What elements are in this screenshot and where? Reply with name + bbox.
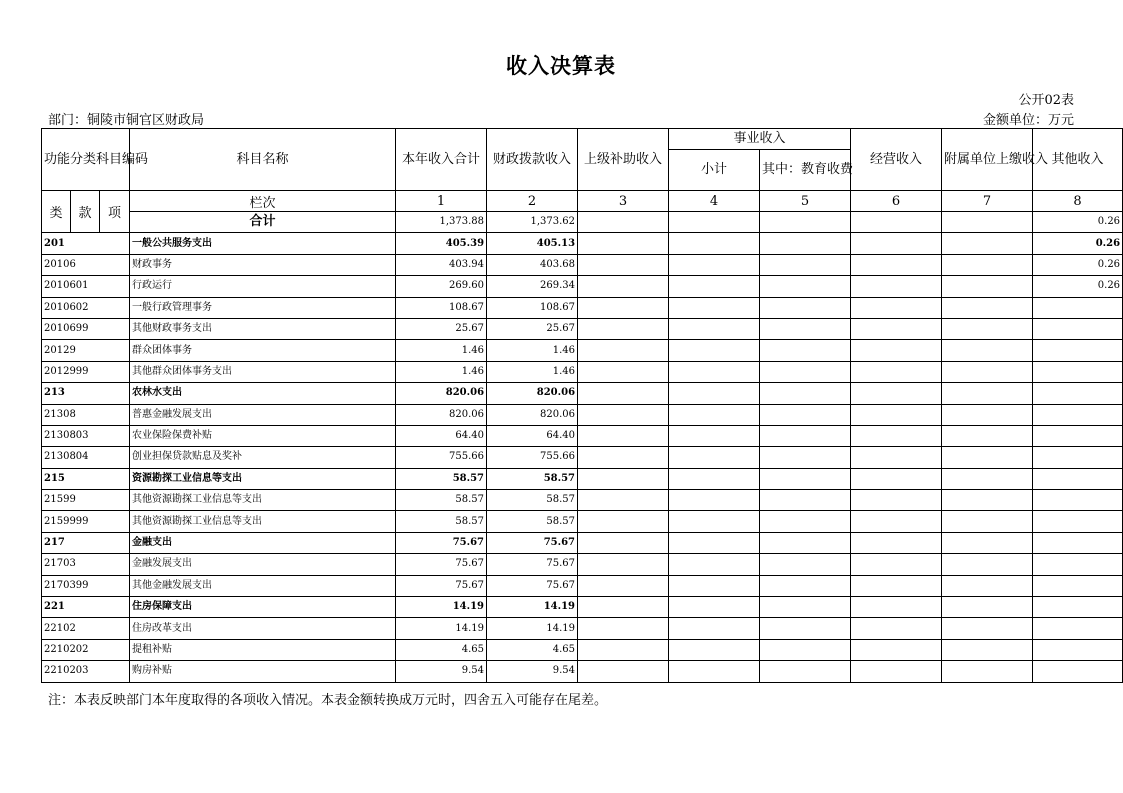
row-business-subtotal bbox=[669, 554, 760, 575]
row-other-income bbox=[1033, 340, 1123, 361]
row-business-subtotal bbox=[669, 490, 760, 511]
row-business-subtotal bbox=[669, 233, 760, 254]
row-operating-income bbox=[851, 425, 942, 446]
row-subject-name: 群众团体事务 bbox=[130, 340, 396, 361]
row-education-fee bbox=[760, 340, 851, 361]
table-row bbox=[42, 404, 1123, 425]
row-fiscal-allocation: 820.06 bbox=[487, 404, 578, 425]
row-affiliated-income bbox=[942, 661, 1033, 682]
row-subject-name: 住房改革支出 bbox=[130, 618, 396, 639]
row-business-subtotal bbox=[669, 383, 760, 404]
row-superior-subsidy bbox=[578, 383, 669, 404]
row-fiscal-allocation: 14.19 bbox=[487, 597, 578, 618]
row-affiliated-income bbox=[942, 490, 1033, 511]
table-row bbox=[42, 425, 1123, 446]
row-total-income: 75.67 bbox=[396, 575, 487, 596]
row-subject-name: 提租补贴 bbox=[130, 639, 396, 660]
row-code: 217 bbox=[42, 532, 130, 553]
row-other-income bbox=[1033, 490, 1123, 511]
row-total-income: 1.46 bbox=[396, 340, 487, 361]
table-row bbox=[42, 254, 1123, 275]
seq-number: 3 bbox=[578, 191, 669, 212]
total-other-value: 0.26 bbox=[1033, 212, 1123, 233]
total-affiliated-value bbox=[942, 212, 1033, 233]
row-fiscal-allocation: 75.67 bbox=[487, 554, 578, 575]
row-code: 21599 bbox=[42, 490, 130, 511]
row-affiliated-income bbox=[942, 233, 1033, 254]
row-code: 2130803 bbox=[42, 425, 130, 446]
row-affiliated-income bbox=[942, 254, 1033, 275]
row-total-income: 75.67 bbox=[396, 532, 487, 553]
row-operating-income bbox=[851, 532, 942, 553]
footnote: 注：本表反映部门本年度取得的各项收入情况。本表金额转换成万元时，四舍五入可能存在尾差。 bbox=[48, 693, 608, 708]
row-fiscal-allocation: 269.34 bbox=[487, 276, 578, 297]
row-code: 2010601 bbox=[42, 276, 130, 297]
row-total-income: 14.19 bbox=[396, 618, 487, 639]
row-total-income: 58.57 bbox=[396, 468, 487, 489]
total-edu-value bbox=[760, 212, 851, 233]
row-subject-name: 金融发展支出 bbox=[130, 554, 396, 575]
seq-number: 8 bbox=[1033, 191, 1123, 212]
row-code: 2010699 bbox=[42, 318, 130, 339]
row-total-income: 58.57 bbox=[396, 511, 487, 532]
row-operating-income bbox=[851, 661, 942, 682]
table-row bbox=[42, 661, 1123, 682]
row-superior-subsidy bbox=[578, 575, 669, 596]
row-other-income bbox=[1033, 661, 1123, 682]
table-row bbox=[42, 639, 1123, 660]
row-code: 2170399 bbox=[42, 575, 130, 596]
row-superior-subsidy bbox=[578, 318, 669, 339]
row-affiliated-income bbox=[942, 618, 1033, 639]
row-affiliated-income bbox=[942, 361, 1033, 382]
row-fiscal-allocation: 58.57 bbox=[487, 511, 578, 532]
row-business-subtotal bbox=[669, 511, 760, 532]
row-education-fee bbox=[760, 425, 851, 446]
income-table bbox=[41, 128, 1123, 683]
row-subject-name: 资源勘探工业信息等支出 bbox=[130, 468, 396, 489]
table-row bbox=[42, 532, 1123, 553]
header-fiscal-allocation: 财政拨款收入 bbox=[487, 129, 578, 191]
row-other-income bbox=[1033, 532, 1123, 553]
row-code: 2210202 bbox=[42, 639, 130, 660]
row-fiscal-allocation: 820.06 bbox=[487, 383, 578, 404]
table-row bbox=[42, 511, 1123, 532]
row-code: 2010602 bbox=[42, 297, 130, 318]
row-affiliated-income bbox=[942, 404, 1033, 425]
row-other-income bbox=[1033, 554, 1123, 575]
row-subject-name: 农林水支出 bbox=[130, 383, 396, 404]
row-education-fee bbox=[760, 447, 851, 468]
row-total-income: 14.19 bbox=[396, 597, 487, 618]
table-row bbox=[42, 554, 1123, 575]
row-education-fee bbox=[760, 532, 851, 553]
row-business-subtotal bbox=[669, 425, 760, 446]
row-total-income: 755.66 bbox=[396, 447, 487, 468]
header-education-fee: 其中：教育收费 bbox=[760, 150, 851, 191]
row-total-income: 108.67 bbox=[396, 297, 487, 318]
row-operating-income bbox=[851, 318, 942, 339]
row-education-fee bbox=[760, 468, 851, 489]
row-education-fee bbox=[760, 361, 851, 382]
row-operating-income bbox=[851, 254, 942, 275]
row-business-subtotal bbox=[669, 532, 760, 553]
row-business-subtotal bbox=[669, 404, 760, 425]
row-code: 2210203 bbox=[42, 661, 130, 682]
row-subject-name: 其他资源勘探工业信息等支出 bbox=[130, 511, 396, 532]
row-code: 2130804 bbox=[42, 447, 130, 468]
row-code: 21308 bbox=[42, 404, 130, 425]
seq-number: 5 bbox=[760, 191, 851, 212]
seq-number: 1 bbox=[396, 191, 487, 212]
row-superior-subsidy bbox=[578, 661, 669, 682]
row-operating-income bbox=[851, 468, 942, 489]
row-fiscal-allocation: 405.13 bbox=[487, 233, 578, 254]
row-fiscal-allocation: 75.67 bbox=[487, 575, 578, 596]
row-subject-name: 财政事务 bbox=[130, 254, 396, 275]
row-other-income bbox=[1033, 361, 1123, 382]
row-other-income: 0.26 bbox=[1033, 254, 1123, 275]
row-operating-income bbox=[851, 340, 942, 361]
header-seq-label: 栏次 bbox=[130, 191, 396, 212]
row-superior-subsidy bbox=[578, 468, 669, 489]
row-other-income bbox=[1033, 575, 1123, 596]
header-operating-income: 经营收入 bbox=[851, 129, 942, 191]
header-total-income: 本年收入合计 bbox=[396, 129, 487, 191]
form-number: 公开02表 bbox=[1018, 93, 1074, 108]
row-superior-subsidy bbox=[578, 425, 669, 446]
row-operating-income bbox=[851, 511, 942, 532]
table-row bbox=[42, 233, 1123, 254]
row-superior-subsidy bbox=[578, 233, 669, 254]
row-code: 215 bbox=[42, 468, 130, 489]
row-code: 20106 bbox=[42, 254, 130, 275]
seq-number: 4 bbox=[669, 191, 760, 212]
row-operating-income bbox=[851, 361, 942, 382]
total-label: 合计 bbox=[130, 212, 396, 233]
page-title: 收入决算表 bbox=[506, 54, 616, 78]
row-business-subtotal bbox=[669, 468, 760, 489]
row-total-income: 269.60 bbox=[396, 276, 487, 297]
row-education-fee bbox=[760, 597, 851, 618]
row-total-income: 58.57 bbox=[396, 490, 487, 511]
row-business-subtotal bbox=[669, 276, 760, 297]
row-code: 2159999 bbox=[42, 511, 130, 532]
row-other-income bbox=[1033, 297, 1123, 318]
row-total-income: 4.65 bbox=[396, 639, 487, 660]
row-subject-name: 购房补贴 bbox=[130, 661, 396, 682]
row-subject-name: 其他资源勘探工业信息等支出 bbox=[130, 490, 396, 511]
row-other-income bbox=[1033, 425, 1123, 446]
header-lei: 类 bbox=[42, 191, 71, 233]
row-fiscal-allocation: 1.46 bbox=[487, 340, 578, 361]
amount-unit-label: 金额单位：万元 bbox=[982, 113, 1074, 128]
row-operating-income bbox=[851, 297, 942, 318]
table-row bbox=[42, 340, 1123, 361]
row-superior-subsidy bbox=[578, 340, 669, 361]
total-operating-value bbox=[851, 212, 942, 233]
row-subject-name: 创业担保贷款贴息及奖补 bbox=[130, 447, 396, 468]
row-superior-subsidy bbox=[578, 361, 669, 382]
department-label: 部门：铜陵市铜官区财政局 bbox=[48, 113, 205, 128]
row-other-income bbox=[1033, 511, 1123, 532]
row-operating-income bbox=[851, 383, 942, 404]
table-row bbox=[42, 490, 1123, 511]
row-other-income bbox=[1033, 639, 1123, 660]
row-other-income bbox=[1033, 404, 1123, 425]
row-affiliated-income bbox=[942, 575, 1033, 596]
seq-number: 7 bbox=[942, 191, 1033, 212]
row-subject-name: 行政运行 bbox=[130, 276, 396, 297]
row-business-subtotal bbox=[669, 318, 760, 339]
row-affiliated-income bbox=[942, 639, 1033, 660]
row-code: 22102 bbox=[42, 618, 130, 639]
header-other-income: 其他收入 bbox=[1033, 129, 1123, 191]
row-education-fee bbox=[760, 254, 851, 275]
row-other-income bbox=[1033, 447, 1123, 468]
row-superior-subsidy bbox=[578, 639, 669, 660]
row-other-income: 0.26 bbox=[1033, 276, 1123, 297]
row-total-income: 64.40 bbox=[396, 425, 487, 446]
row-business-subtotal bbox=[669, 297, 760, 318]
row-business-subtotal bbox=[669, 340, 760, 361]
row-subject-name: 其他金融发展支出 bbox=[130, 575, 396, 596]
row-education-fee bbox=[760, 233, 851, 254]
row-affiliated-income bbox=[942, 597, 1033, 618]
row-operating-income bbox=[851, 554, 942, 575]
row-operating-income bbox=[851, 575, 942, 596]
row-business-subtotal bbox=[669, 447, 760, 468]
row-total-income: 1.46 bbox=[396, 361, 487, 382]
total-subtotal-value bbox=[669, 212, 760, 233]
row-other-income bbox=[1033, 468, 1123, 489]
header-subtotal: 小计 bbox=[669, 150, 760, 191]
row-superior-subsidy bbox=[578, 597, 669, 618]
row-education-fee bbox=[760, 639, 851, 660]
row-subject-name: 一般公共服务支出 bbox=[130, 233, 396, 254]
row-fiscal-allocation: 9.54 bbox=[487, 661, 578, 682]
row-affiliated-income bbox=[942, 383, 1033, 404]
row-affiliated-income bbox=[942, 532, 1033, 553]
row-total-income: 9.54 bbox=[396, 661, 487, 682]
row-total-income: 25.67 bbox=[396, 318, 487, 339]
row-business-subtotal bbox=[669, 639, 760, 660]
row-code: 213 bbox=[42, 383, 130, 404]
row-business-subtotal bbox=[669, 361, 760, 382]
row-business-subtotal bbox=[669, 254, 760, 275]
row-business-subtotal bbox=[669, 597, 760, 618]
row-affiliated-income bbox=[942, 276, 1033, 297]
table-row bbox=[42, 297, 1123, 318]
row-superior-subsidy bbox=[578, 511, 669, 532]
row-code: 221 bbox=[42, 597, 130, 618]
row-total-income: 405.39 bbox=[396, 233, 487, 254]
row-code: 20129 bbox=[42, 340, 130, 361]
row-superior-subsidy bbox=[578, 404, 669, 425]
header-business-income: 事业收入 bbox=[669, 129, 851, 150]
row-fiscal-allocation: 4.65 bbox=[487, 639, 578, 660]
row-fiscal-allocation: 14.19 bbox=[487, 618, 578, 639]
total-row bbox=[42, 212, 1123, 233]
row-other-income bbox=[1033, 618, 1123, 639]
table-row bbox=[42, 618, 1123, 639]
row-fiscal-allocation: 403.68 bbox=[487, 254, 578, 275]
row-operating-income bbox=[851, 490, 942, 511]
row-total-income: 820.06 bbox=[396, 383, 487, 404]
row-superior-subsidy bbox=[578, 254, 669, 275]
row-fiscal-allocation: 58.57 bbox=[487, 468, 578, 489]
table-row bbox=[42, 361, 1123, 382]
row-superior-subsidy bbox=[578, 276, 669, 297]
row-operating-income bbox=[851, 447, 942, 468]
header-superior-subsidy: 上级补助收入 bbox=[578, 129, 669, 191]
row-affiliated-income bbox=[942, 511, 1033, 532]
row-fiscal-allocation: 25.67 bbox=[487, 318, 578, 339]
row-business-subtotal bbox=[669, 575, 760, 596]
row-operating-income bbox=[851, 639, 942, 660]
seq-number: 2 bbox=[487, 191, 578, 212]
row-code: 201 bbox=[42, 233, 130, 254]
row-subject-name: 其他群众团体事务支出 bbox=[130, 361, 396, 382]
row-affiliated-income bbox=[942, 447, 1033, 468]
row-education-fee bbox=[760, 511, 851, 532]
row-affiliated-income bbox=[942, 297, 1033, 318]
row-superior-subsidy bbox=[578, 490, 669, 511]
total-fiscal-value: 1,373.62 bbox=[487, 212, 578, 233]
row-superior-subsidy bbox=[578, 618, 669, 639]
row-education-fee bbox=[760, 383, 851, 404]
row-other-income: 0.26 bbox=[1033, 233, 1123, 254]
header-affiliated-income: 附属单位上缴收入 bbox=[942, 129, 1033, 191]
row-education-fee bbox=[760, 276, 851, 297]
row-education-fee bbox=[760, 318, 851, 339]
seq-number: 6 bbox=[851, 191, 942, 212]
row-superior-subsidy bbox=[578, 297, 669, 318]
table-row bbox=[42, 318, 1123, 339]
row-education-fee bbox=[760, 661, 851, 682]
row-other-income bbox=[1033, 597, 1123, 618]
row-subject-name: 住房保障支出 bbox=[130, 597, 396, 618]
row-fiscal-allocation: 755.66 bbox=[487, 447, 578, 468]
row-affiliated-income bbox=[942, 340, 1033, 361]
row-code: 21703 bbox=[42, 554, 130, 575]
row-operating-income bbox=[851, 618, 942, 639]
row-total-income: 820.06 bbox=[396, 404, 487, 425]
total-superior-value bbox=[578, 212, 669, 233]
row-education-fee bbox=[760, 297, 851, 318]
row-operating-income bbox=[851, 597, 942, 618]
row-affiliated-income bbox=[942, 425, 1033, 446]
row-education-fee bbox=[760, 575, 851, 596]
row-fiscal-allocation: 75.67 bbox=[487, 532, 578, 553]
row-subject-name: 金融支出 bbox=[130, 532, 396, 553]
row-affiliated-income bbox=[942, 468, 1033, 489]
table-row bbox=[42, 468, 1123, 489]
row-superior-subsidy bbox=[578, 532, 669, 553]
row-superior-subsidy bbox=[578, 447, 669, 468]
row-other-income bbox=[1033, 383, 1123, 404]
row-affiliated-income bbox=[942, 554, 1033, 575]
row-business-subtotal bbox=[669, 661, 760, 682]
row-other-income bbox=[1033, 318, 1123, 339]
row-operating-income bbox=[851, 404, 942, 425]
row-fiscal-allocation: 64.40 bbox=[487, 425, 578, 446]
table-row bbox=[42, 575, 1123, 596]
row-total-income: 75.67 bbox=[396, 554, 487, 575]
row-fiscal-allocation: 1.46 bbox=[487, 361, 578, 382]
row-subject-name: 农业保险保费补贴 bbox=[130, 425, 396, 446]
row-subject-name: 普惠金融发展支出 bbox=[130, 404, 396, 425]
table-row bbox=[42, 447, 1123, 468]
row-operating-income bbox=[851, 276, 942, 297]
row-operating-income bbox=[851, 233, 942, 254]
table-row bbox=[42, 383, 1123, 404]
row-total-income: 403.94 bbox=[396, 254, 487, 275]
row-subject-name: 其他财政事务支出 bbox=[130, 318, 396, 339]
table-row bbox=[42, 597, 1123, 618]
header-func-code: 功能分类科目编码 bbox=[42, 129, 130, 191]
row-education-fee bbox=[760, 490, 851, 511]
row-subject-name: 一般行政管理事务 bbox=[130, 297, 396, 318]
row-affiliated-income bbox=[942, 318, 1033, 339]
header-kuan: 款 bbox=[71, 191, 100, 233]
row-code: 2012999 bbox=[42, 361, 130, 382]
total-income-value: 1,373.88 bbox=[396, 212, 487, 233]
row-fiscal-allocation: 58.57 bbox=[487, 490, 578, 511]
row-fiscal-allocation: 108.67 bbox=[487, 297, 578, 318]
row-superior-subsidy bbox=[578, 554, 669, 575]
row-education-fee bbox=[760, 618, 851, 639]
row-education-fee bbox=[760, 554, 851, 575]
table-row bbox=[42, 276, 1123, 297]
row-education-fee bbox=[760, 404, 851, 425]
header-xiang: 项 bbox=[100, 191, 130, 233]
row-business-subtotal bbox=[669, 618, 760, 639]
header-subject-name: 科目名称 bbox=[130, 129, 396, 191]
